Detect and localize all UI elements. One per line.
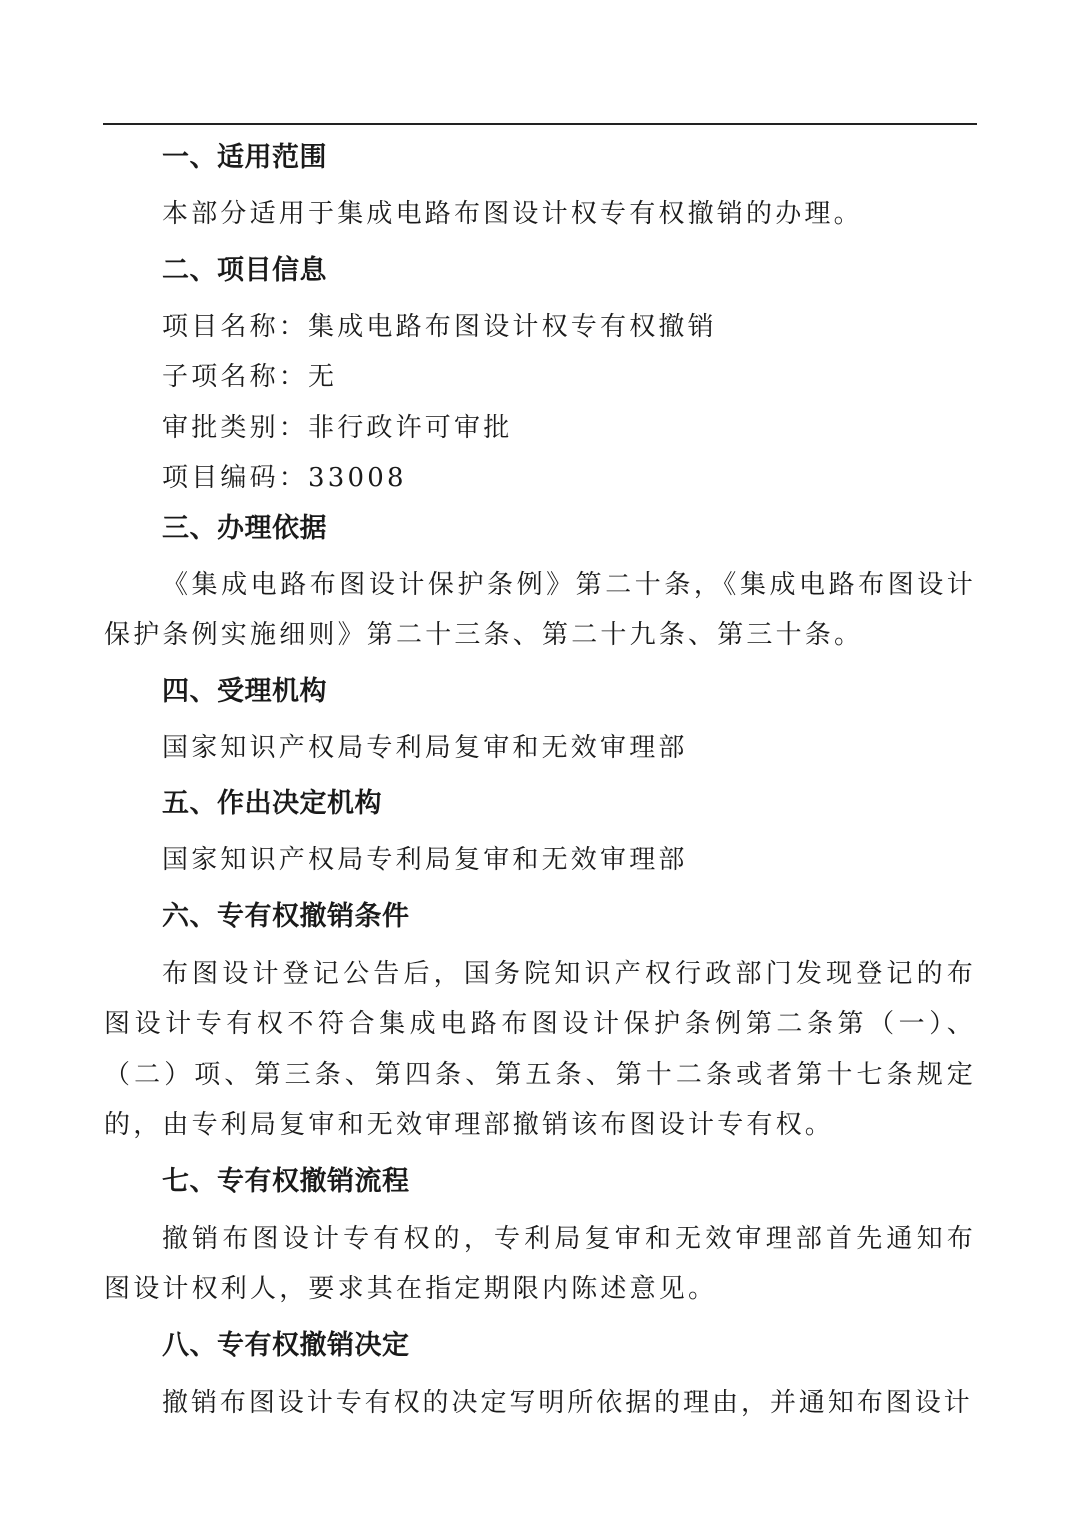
section-heading: 六、专有权撤销条件 [162, 900, 410, 932]
section-heading: 三、办理依据 [162, 512, 327, 544]
section-heading: 八、专有权撤销决定 [162, 1329, 410, 1361]
section-heading: 七、专有权撤销流程 [162, 1165, 410, 1197]
section-paragraph: 撤销布图设计专有权的决定写明所依据的理由，并通知布图设计 [162, 1387, 973, 1418]
section-heading: 五、作出决定机构 [162, 788, 382, 819]
section-paragraph: 布图设计登记公告后，国务院知识产权行政部门发现登记的布图设计专有权不符合集成电路布图设计保护条例第二条第（一）、（二）项、第三条、第四条、第五条、第十二条或者第十七条规定的，由专利局复审和无效审理部撤销该布图设计专有权。 [104, 958, 976, 1140]
section-paragraph: 国家知识产权局专利局复审和无效审理部 [162, 732, 688, 763]
subitem-name-line: 子项名称：无 [162, 362, 338, 392]
section-paragraph: 本部分适用于集成电路布图设计权专有权撤销的办理。 [162, 199, 863, 229]
project-name-line: 项目名称：集成电路布图设计权专有权撤销 [162, 311, 717, 342]
header-rule [103, 123, 977, 125]
section-heading: 四、受理机构 [162, 675, 327, 707]
document-body [104, 133, 976, 1428]
section-heading: 一、适用范围 [162, 142, 327, 173]
section-paragraph: 《集成电路布图设计保护条例》第二十条，《集成电路布图设计保护条例实施细则》第二十三条、第二十九条、第三十条。 [104, 569, 976, 650]
section-heading: 二、项目信息 [162, 254, 327, 286]
section-paragraph: 撤销布图设计专有权的，专利局复审和无效审理部首先通知布图设计权利人，要求其在指定期限内陈述意见。 [104, 1223, 976, 1304]
section-paragraph: 国家知识产权局专利局复审和无效审理部 [162, 845, 688, 875]
project-code-line: 项目编码：33008 [162, 463, 407, 493]
approval-category-line: 审批类别：非行政许可审批 [162, 412, 513, 443]
